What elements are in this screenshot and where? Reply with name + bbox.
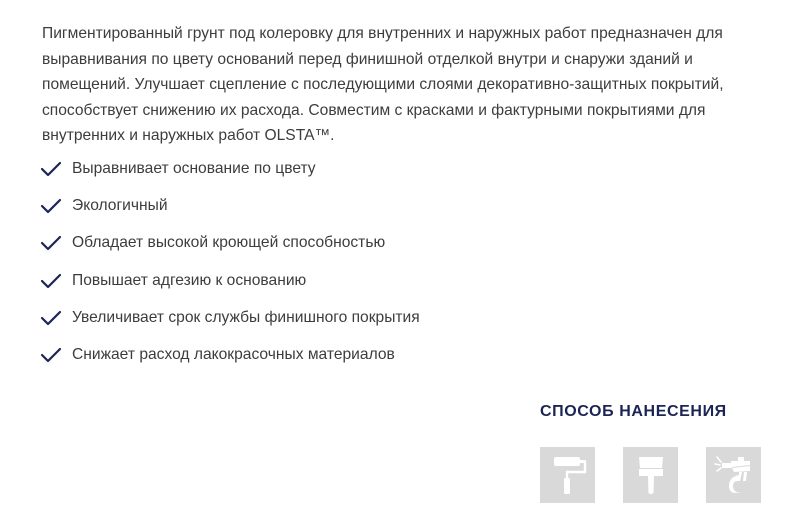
tool-roller-button[interactable]: [540, 447, 595, 503]
checkmark-icon: [40, 310, 62, 326]
checkmark-icon: [40, 347, 62, 363]
feature-item: [40, 150, 420, 187]
features-list: [40, 150, 420, 374]
spray-gun-icon: [712, 453, 756, 497]
feature-label: Обладает высокой кроющей способностью: [72, 234, 386, 252]
feature-item: [40, 225, 420, 262]
feature-label: Повышает адгезию к основанию: [72, 271, 307, 289]
tool-spray-gun-button[interactable]: [706, 447, 761, 503]
product-description: Пигментированный грунт под колеровку для внутренних и наружных работ предназначен для выравнивания по цвету оснований перед финишной отделкой внутри и снаружи зданий и помещений. Улучшает сцепление с последующими слоями декоративно-защитных покрытий, способствует снижению их расхода. Совместим с красками и фактурными покрытиями для внутренних и наружных работ OLSTA™.: [42, 25, 724, 145]
paint-roller-icon: [548, 453, 588, 497]
feature-item: [40, 336, 420, 373]
feature-item: [40, 299, 420, 336]
checkmark-icon: [40, 235, 62, 251]
checkmark-icon: [40, 273, 62, 289]
feature-item: [40, 187, 420, 224]
feature-label: Экологичный: [72, 196, 168, 214]
application-tools: [540, 447, 761, 503]
tool-brush-button[interactable]: [623, 447, 678, 503]
checkmark-icon: [40, 161, 62, 177]
feature-label: Выравнивает основание по цвету: [72, 159, 316, 177]
feature-label: Увеличивает срок службы финишного покрытия: [72, 308, 420, 326]
application-method-title: СПОСОБ НАНЕСЕНИЯ: [540, 403, 727, 420]
feature-item: [40, 262, 420, 299]
feature-label: Снижает расход лакокрасочных материалов: [72, 346, 395, 364]
checkmark-icon: [40, 198, 62, 214]
paint-brush-icon: [631, 453, 671, 497]
